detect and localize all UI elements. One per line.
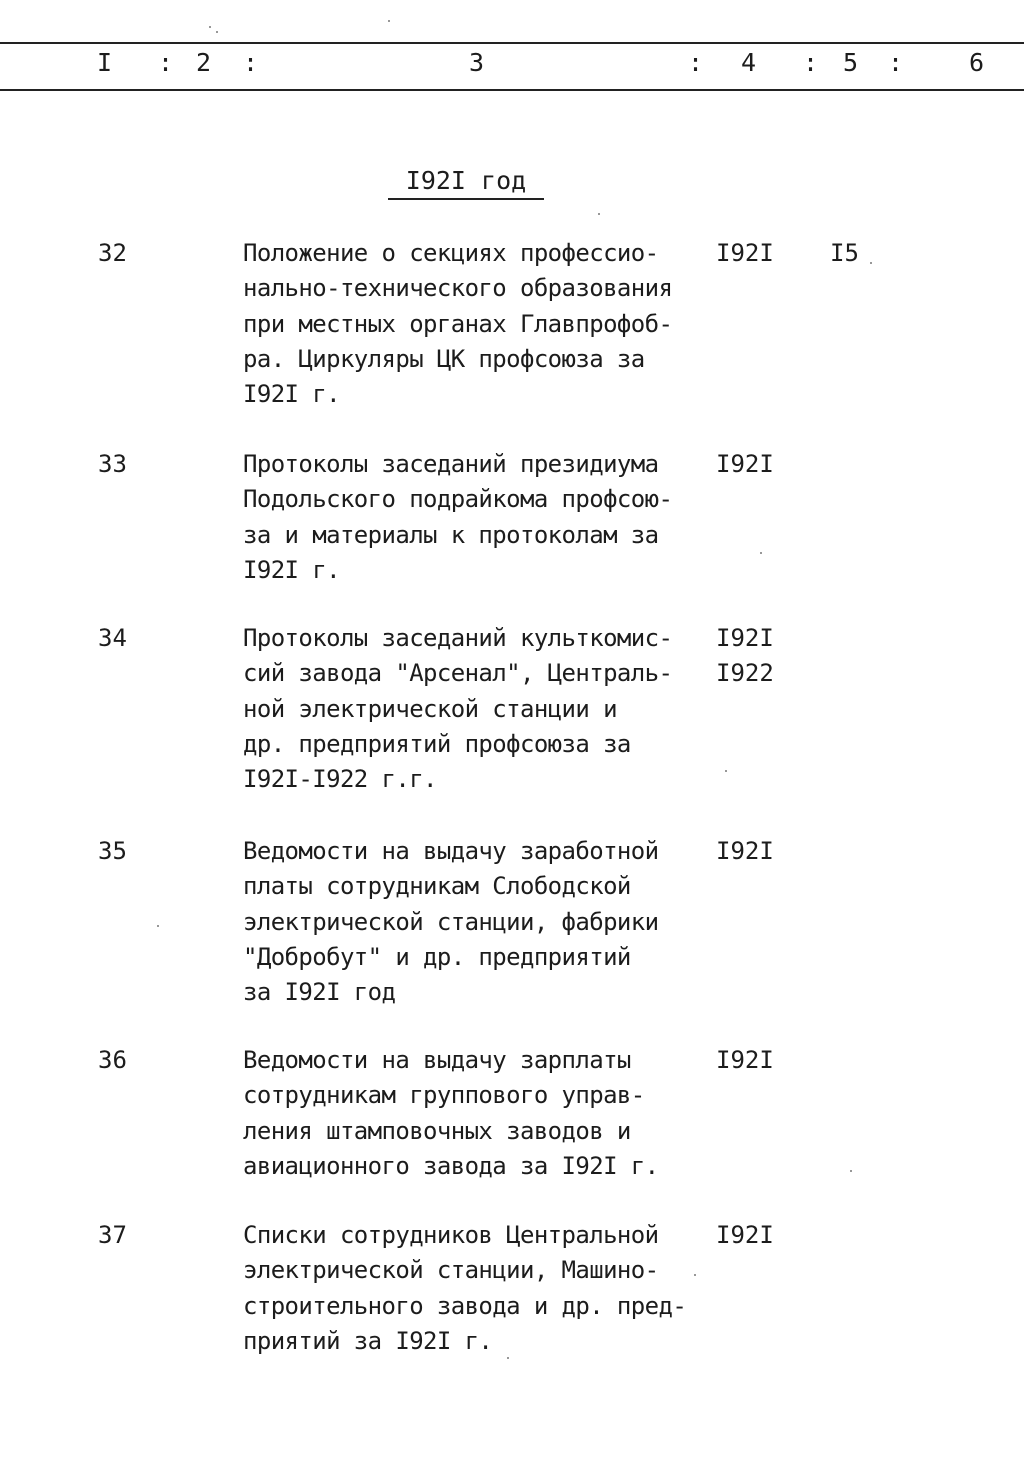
entry-description: Ведомости на выдачу заработной платы сотрудникам Слободской электрической станции, фабрики "Добробут" и др. предприятий за I92I год <box>243 837 659 1007</box>
entry-description: Протоколы заседаний культкомис- сий завода "Арсенал", Централь- ной электрической станции и др. предприятий профсоюза за I92I-I922 г.г. <box>243 624 673 794</box>
column-header-4: 4 <box>741 48 757 77</box>
entry-dates: I92I <box>716 239 774 267</box>
entry-number: 32 <box>98 239 127 267</box>
header-top-rule <box>0 42 1024 44</box>
entry-number: 33 <box>98 450 127 478</box>
entry-dates: I92I <box>716 1221 774 1249</box>
entry-description: Протоколы заседаний президиума Подольского подрайкома профсою- за и материалы к протоколам за I92I г. <box>243 450 673 584</box>
column-header-3: 3 <box>469 48 485 77</box>
entry-number: 37 <box>98 1221 127 1249</box>
column-separator: : <box>158 48 174 77</box>
entry-number: 35 <box>98 837 127 865</box>
header-bottom-rule <box>0 89 1024 91</box>
entry-description: Списки сотрудников Центральной электрической станции, Машино- строительного завода и др. пред- приятий за I92I г. <box>243 1221 687 1355</box>
entry-dates: I92I <box>716 1046 774 1074</box>
section-title: I92I год <box>388 166 544 200</box>
column-header-1: I <box>97 48 113 77</box>
column-header-6: 6 <box>969 48 985 77</box>
entry-description: Положение о секциях профессио- нально-технического образования при местных органах Главпрофоб- ра. Циркуляры ЦК профсоюза за I92I г. <box>243 239 673 409</box>
column-separator: : <box>888 48 904 77</box>
column-header-2: 2 <box>196 48 212 77</box>
column-separator: : <box>243 48 259 77</box>
entry-number: 36 <box>98 1046 127 1074</box>
entry-sheet-count: I5 <box>830 239 859 267</box>
entry-dates: I92I <box>716 837 774 865</box>
column-header-5: 5 <box>843 48 859 77</box>
column-separator: : <box>803 48 819 77</box>
entry-dates: I92I I922 <box>716 624 774 687</box>
entry-number: 34 <box>98 624 127 652</box>
entry-description: Ведомости на выдачу зарплаты сотрудникам группового управ- ления штамповочных заводов и авиационного завода за I92I г. <box>243 1046 659 1180</box>
column-separator: : <box>688 48 704 77</box>
entry-dates: I92I <box>716 450 774 478</box>
